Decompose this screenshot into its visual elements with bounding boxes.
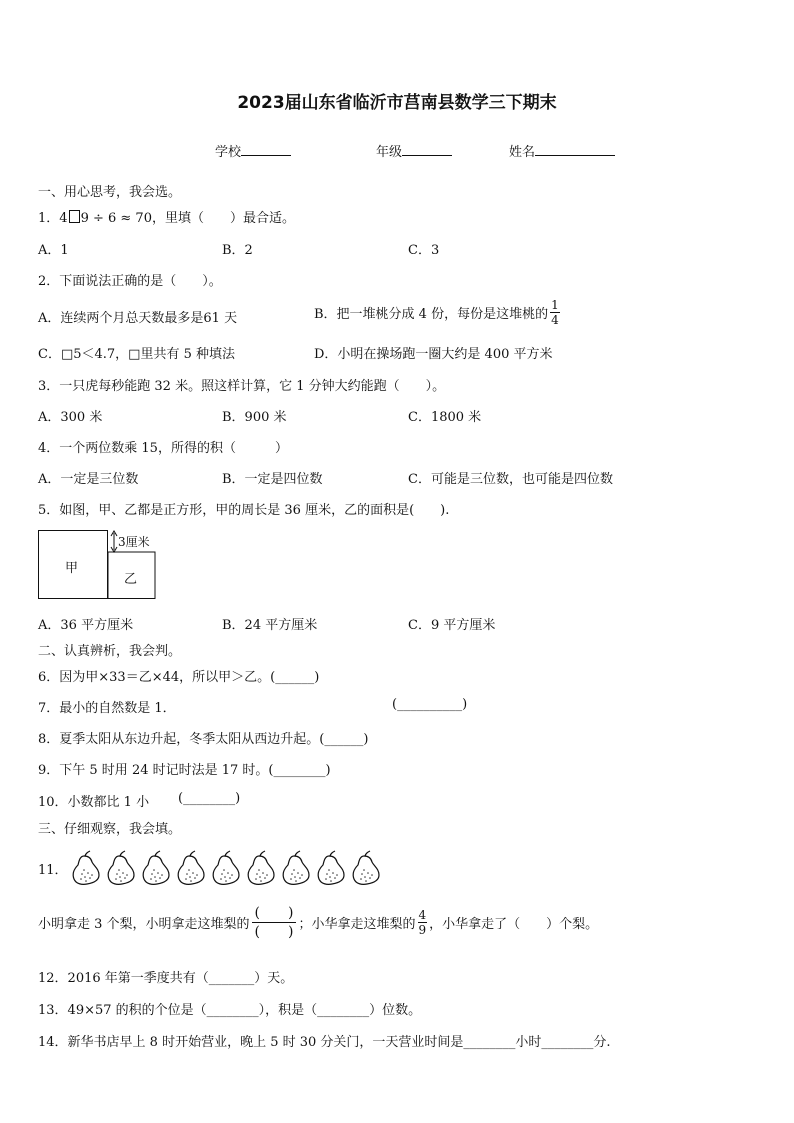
q11-frac2-den: 9 [418, 923, 427, 937]
school-field [215, 141, 291, 160]
question-8: 8．夏季太阳从东边升起，冬季太阳从西边升起。(______) [38, 732, 369, 747]
pear-icon [245, 850, 277, 886]
q11-fraction-blank[interactable] [252, 904, 297, 941]
q4-option-b[interactable]: B．一定是四位数 [222, 472, 323, 487]
q11-frac1-den[interactable]: ( ) [254, 924, 294, 940]
q1-box-icon [69, 210, 80, 223]
q4-option-a[interactable]: A．一定是三位数 [38, 472, 139, 487]
q10-answer-blank[interactable]: (________) [178, 791, 241, 806]
section-1-heading: 一、用心思考，我会选。 [38, 185, 182, 200]
q1-text: 里填（ ）最合适。 [164, 211, 295, 226]
name-blank[interactable] [535, 143, 615, 156]
q2-option-a[interactable]: A．连续两个月总天数最多是61 天 [38, 311, 238, 326]
pear-row [70, 850, 390, 888]
q1-number: 1． [38, 211, 60, 226]
question-9: 9．下午 5 时用 24 时记时法是 17 时。(________) [38, 763, 331, 778]
name-label: 姓名 [509, 145, 536, 160]
label-yi: 乙 [124, 572, 138, 587]
question-10: 10．小数都比 1 小 [38, 795, 150, 810]
grade-field [376, 141, 452, 160]
section-2-heading: 二、认真辨析，我会判。 [38, 644, 182, 659]
pear-icon [350, 850, 382, 886]
q11-frac2-num: 4 [418, 908, 427, 922]
q1-option-a[interactable]: A．1 [38, 243, 69, 258]
pear-icon [140, 850, 172, 886]
q3-option-c[interactable]: C．1800 米 [408, 410, 482, 425]
q11-part3: ，小华拿走了（ ）个梨。 [429, 917, 599, 932]
q1-pre: 4 [59, 211, 68, 226]
q5-option-a[interactable]: A．36 平方厘米 [38, 618, 134, 633]
q1-option-b[interactable]: B．2 [222, 243, 253, 258]
question-13: 13．49×57 的积的个位是（________），积是（________）位数。 [38, 1003, 422, 1018]
question-12: 12．2016 年第一季度共有（_______）天。 [38, 971, 294, 986]
question-3: 3．一只虎每秒能跑 32 米。照这样计算，它 1 分钟大约能跑（ ）。 [38, 379, 446, 394]
q11-part2: ；小华拿走这堆梨的 [298, 917, 416, 932]
q1-option-c[interactable]: C．3 [408, 243, 440, 258]
q11-fraction-4-9 [418, 908, 428, 937]
question-2: 2．下面说法正确的是（ ）。 [38, 274, 222, 289]
question-1 [38, 207, 295, 226]
school-blank[interactable] [241, 143, 291, 156]
pear-icon [70, 850, 102, 886]
q5-option-c[interactable]: C．9 平方厘米 [408, 618, 496, 633]
q2-frac-den: 4 [551, 313, 559, 327]
q2-option-c[interactable]: C．□5＜4.7，□里共有 5 种填法 [38, 347, 235, 362]
q1-post: 9 ÷ 6 ≈ 70， [80, 211, 165, 226]
q4-option-c[interactable]: C．可能是三位数，也可能是四位数 [408, 472, 613, 487]
q5-option-b[interactable]: B．24 平方厘米 [222, 618, 318, 633]
pear-icon [210, 850, 242, 886]
page-title: 2023届山东省临沂市莒南县数学三下期末 [237, 93, 557, 113]
question-6: 6．因为甲×33＝乙×44，所以甲＞乙。(______) [38, 670, 320, 685]
question-7: 7．最小的自然数是 1． [38, 701, 176, 716]
label-jia: 甲 [65, 561, 79, 576]
q11-frac1-num[interactable]: ( ) [254, 905, 294, 921]
section-3-heading: 三、仔细观察，我会填。 [38, 822, 182, 837]
grade-blank[interactable] [402, 143, 452, 156]
q5-figure [38, 530, 168, 600]
q2-option-d[interactable]: D．小明在操场跑一圈大约是 400 平方米 [314, 347, 553, 362]
question-4: 4．一个两位数乘 15，所得的积（ ） [38, 441, 288, 456]
q11-part1: 小明拿走 3 个梨，小明拿走这堆梨的 [38, 917, 250, 932]
pear-icon [105, 850, 137, 886]
grade-label: 年级 [376, 145, 403, 160]
pear-icon [280, 850, 312, 886]
question-11-text [38, 904, 598, 941]
label-dimension: 3厘米 [118, 535, 150, 549]
question-14: 14．新华书店早上 8 时开始营业，晚上 5 时 30 分关门，一天营业时间是________小时________分. [38, 1035, 611, 1050]
pear-icon [315, 850, 347, 886]
question-5: 5．如图，甲、乙都是正方形，甲的周长是 36 厘米，乙的面积是( ). [38, 503, 450, 518]
question-11-number: 11． [38, 863, 68, 878]
school-label: 学校 [215, 145, 242, 160]
q2-option-b-text: B．把一堆桃分成 4 份，每份是这堆桃的 [314, 307, 549, 322]
q3-option-b[interactable]: B．900 米 [222, 410, 287, 425]
q7-answer-blank[interactable]: (__________) [392, 697, 468, 712]
name-field [509, 141, 615, 160]
q3-option-a[interactable]: A．300 米 [38, 410, 103, 425]
q2-option-b[interactable] [314, 298, 562, 327]
pear-icon [175, 850, 207, 886]
q2-fraction [550, 298, 560, 327]
q2-frac-num: 1 [551, 298, 559, 312]
